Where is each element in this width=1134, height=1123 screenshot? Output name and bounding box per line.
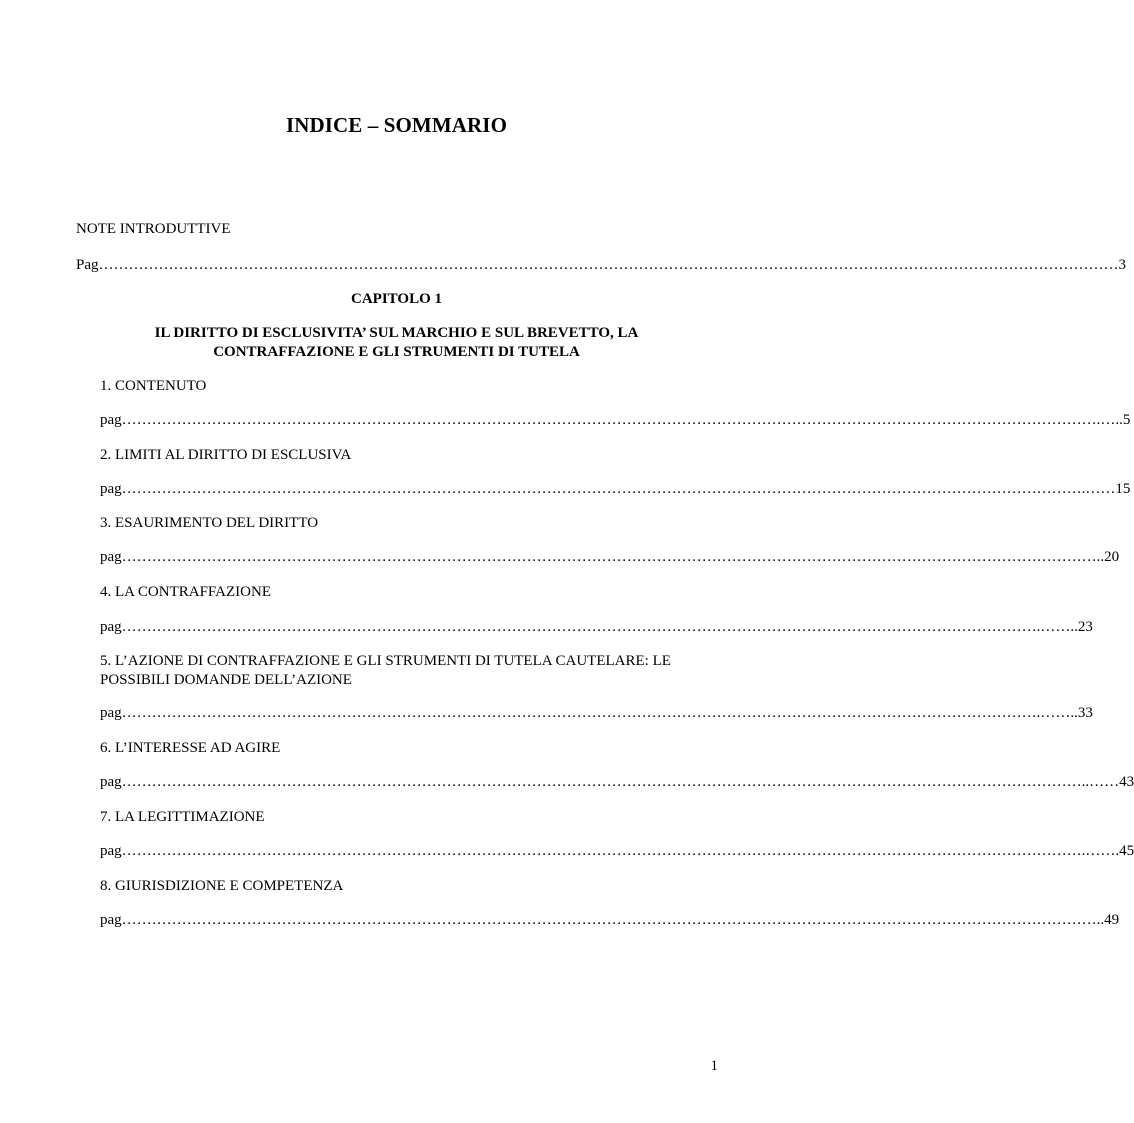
chapter-label: CAPITOLO 1: [351, 291, 442, 307]
toc-entry-page-ref: pag………………………………………………………………………………………………………………………………………………………………………….……15: [100, 481, 1131, 497]
toc-entry-page-ref: pag………………………………………………………………………………………………………………………………………………………………….……..33: [100, 705, 1093, 721]
toc-entry-heading: 6. L’INTERESSE AD AGIRE: [100, 740, 281, 756]
toc-entry-page-ref: pag……………………………………………………………………………………………………………………………………………………………………………..20: [100, 549, 1120, 565]
toc-entry-heading: 8. GIURISDIZIONE E COMPETENZA: [100, 878, 344, 894]
toc-entry-page-ref: pag…………………………………………………………………………………………………………………………………………………………………………….…..5: [100, 412, 1131, 428]
toc-entry-heading: 3. ESAURIMENTO DEL DIRITTO: [100, 515, 319, 531]
toc-entry-page-ref: pag…………………………………………………………………………………………………………………………………………………………………………..……43: [100, 774, 1134, 790]
toc-entry-heading: 1. CONTENUTO: [100, 378, 207, 394]
toc-entry-heading: 4. LA CONTRAFFAZIONE: [100, 584, 271, 600]
toc-entry-heading: 7. LA LEGITTIMAZIONE: [100, 809, 265, 825]
page-number: 1: [710, 1058, 718, 1074]
toc-entry-heading: 2. LIMITI AL DIRITTO DI ESCLUSIVA: [100, 447, 352, 463]
toc-entry-heading: 5. L’AZIONE DI CONTRAFFAZIONE E GLI STRUMENTI DI TUTELA CAUTELARE: LE POSSIBILI DOMANDE DELL’AZIONE: [100, 653, 671, 688]
page-title: INDICE – SOMMARIO: [285, 113, 508, 137]
chapter-title: IL DIRITTO DI ESCLUSIVITA’ SUL MARCHIO E SUL BREVETTO, LA CONTRAFFAZIONE E GLI STRUMENTI DI TUTELA: [154, 325, 639, 360]
intro-page-ref: Pag……………………………………………………………………………………………………………………………………………………………………………………3: [76, 257, 1126, 273]
intro-heading: NOTE INTRODUTTIVE: [76, 221, 231, 237]
toc-entry-page-ref: pag………………………………………………………………………………………………………………………………………………………………………….…….45: [100, 843, 1134, 859]
toc-entry-page-ref: pag………………………………………………………………………………………………………………………………………………………………….……..23: [100, 619, 1093, 635]
toc-entry-page-ref: pag……………………………………………………………………………………………………………………………………………………………………………..49: [100, 912, 1120, 928]
